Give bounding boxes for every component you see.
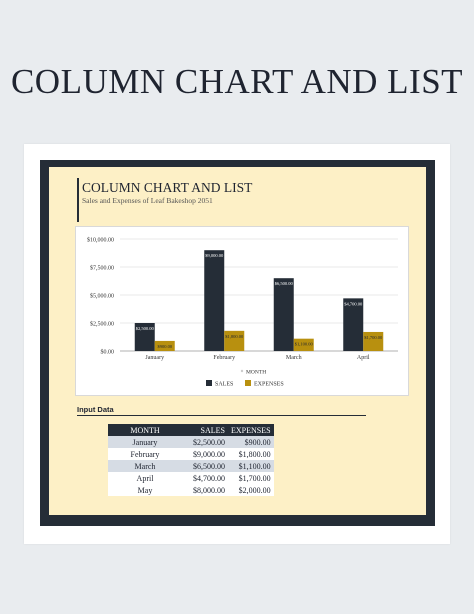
data-label: $1,100.00 [294,341,313,347]
column-chart [76,227,408,395]
sales-bar [204,250,224,351]
title-accent-bar [77,178,79,222]
legend-swatch-sales [206,380,212,386]
x-tick-label: February [213,355,236,361]
table-row [108,484,274,496]
cell-month[interactable]: March [108,460,182,472]
y-tick-label: $0.00 [100,349,114,356]
cell-sales[interactable]: $6,500.00 [182,460,228,472]
sales-bar [274,278,294,351]
cell-sales[interactable]: $8,000.00 [182,484,228,496]
header-expenses: EXPENSES [228,424,274,436]
legend-swatch-expenses [245,380,251,386]
table-row [108,448,274,460]
x-tick-label: April [356,355,370,361]
input-data-label: Input Data [77,405,114,414]
section-divider [77,415,366,416]
cell-sales[interactable]: $4,700.00 [182,472,228,484]
x-tick-label: January [145,355,165,361]
y-tick-label: $10,000.00 [87,237,114,244]
cell-month[interactable]: January [108,436,182,448]
data-label: $1,700.00 [364,334,383,340]
header-sales: SALES [182,424,228,436]
x-axis-title: MONTH [246,369,267,376]
x-tick-label: March [285,355,302,361]
y-tick-label: $5,000.00 [90,293,114,300]
legend-label: EXPENSES [254,381,284,388]
cell-sales[interactable]: $2,500.00 [182,436,228,448]
table-header-row [108,424,274,436]
table-row [108,436,274,448]
table-row [108,472,274,484]
data-label: $6,500.00 [274,281,293,287]
cell-expenses[interactable]: $1,700.00 [228,472,274,484]
cell-sales[interactable]: $9,000.00 [182,448,228,460]
cell-month[interactable]: April [108,472,182,484]
cell-expenses[interactable]: $1,800.00 [228,448,274,460]
header-month: MONTH [108,424,182,436]
table-row [108,460,274,472]
chart-container [75,226,409,396]
cell-month[interactable]: May [108,484,182,496]
cell-expenses[interactable]: $900.00 [228,436,274,448]
data-label: $1,800.00 [225,333,244,339]
cell-month[interactable]: February [108,448,182,460]
data-label: $900.00 [157,343,173,349]
cell-expenses[interactable]: $2,000.00 [228,484,274,496]
data-label: $4,700.00 [344,301,363,307]
page-heading: COLUMN CHART AND LIST [10,62,464,101]
cell-expenses[interactable]: $1,100.00 [228,460,274,472]
y-tick-label: $7,500.00 [90,265,114,272]
report-title: COLUMN CHART AND LIST [82,180,253,195]
legend-label: SALES [215,381,234,388]
y-tick-label: $2,500.00 [90,321,114,328]
report-subtitle: Sales and Expenses of Leaf Bakeshop 2051 [82,196,213,205]
data-label: $9,000.00 [205,253,224,259]
input-data-table [108,424,274,496]
data-label: $2,500.00 [135,326,154,331]
axis-title-marker [241,370,243,372]
